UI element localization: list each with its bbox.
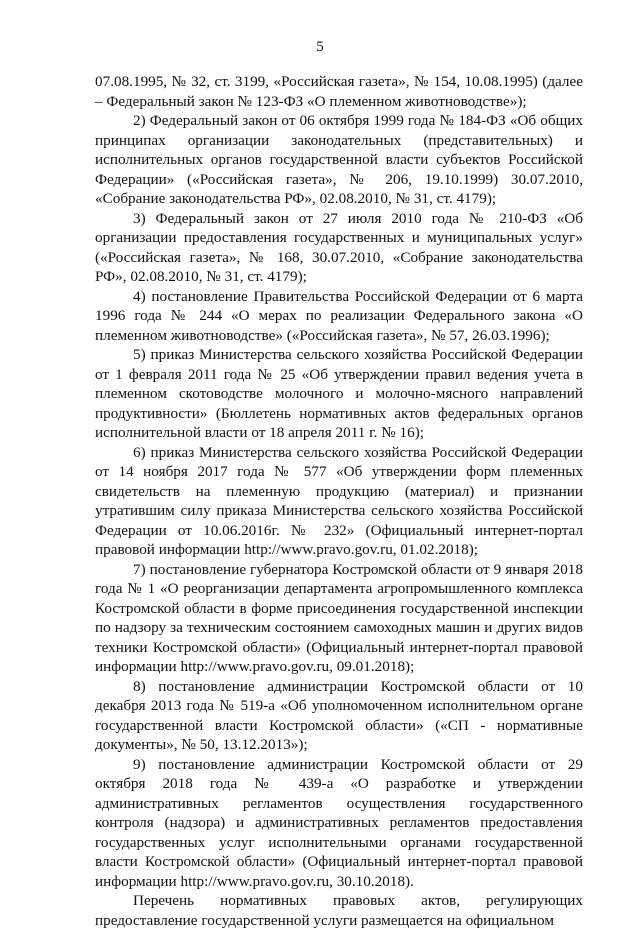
document-body <box>95 72 583 930</box>
paragraph-list-publication: Перечень нормативных правовых актов, регулирующих предоставление государственной услуги размещается на официальном <box>95 892 583 929</box>
page-number: 5 <box>316 39 324 55</box>
paragraph-item-2: 2) Федеральный закон от 06 октября 1999 года № 184-ФЗ «Об общих принципах организации законодательных (представительных) и исполнительных органов государственной власти субъектов Российской Федерации» («Российская газета», № 206, 19.10.1999) 30.07.2010, «Собрание законодательства РФ», 02.08.2010, № 31, ст. 4179); <box>95 112 583 207</box>
paragraph-item-6: 6) приказ Министерства сельского хозяйства Российской Федерации от 14 ноября 2017 года № 577 «Об утверждении форм племенных свидетельств на племенную продукцию (материал) и признании утратившим силу приказа Министерства сельского хозяйства Российской Федерации от 10.06.2016г. № 232» (Официальный интернет-портал правовой информации http://www.pravo.gov.ru, 01.02.2018); <box>95 443 583 558</box>
paragraph-federal-law-123-continuation: 07.08.1995, № 32, ст. 3199, «Российская газета», № 154, 10.08.1995) (далее – Федеральный закон № 123-ФЗ «О племенном животноводстве»); <box>95 73 583 110</box>
paragraph-item-5: 5) приказ Министерства сельского хозяйства Российской Федерации от 1 февраля 2011 года № 25 «Об утверждении правил ведения учета в племенном скотоводстве молочного и молочно-мясного направлений продуктивности» (Бюллетень нормативных актов федеральных органов исполнительной власти от 18 апреля 2011 г. № 16); <box>95 346 583 441</box>
paragraph-item-7: 7) постановление губернатора Костромской области от 9 января 2018 года № 1 «О реорганизации департамента агропромышленного комплекса Костромской области в форме присоединения государственной инспекции по надзору за техническим состоянием самоходных машин и других видов техники Костромской области» (Официальный интернет-портал правовой информации http://www.pravo.gov.ru, 09.01.2018); <box>95 560 583 675</box>
paragraph-item-4: 4) постановление Правительства Российской Федерации от 6 марта 1996 года № 244 «О мерах по реализации Федерального закона «О племенном животноводстве» («Российская газета», № 57, 26.03.1996); <box>95 287 583 344</box>
paragraph-item-3: 3) Федеральный закон от 27 июля 2010 года № 210-ФЗ «Об организации предоставления государственных и муниципальных услуг» («Российская газета», № 168, 30.07.2010, «Собрание законодательства РФ», 02.08.2010, № 31, ст. 4179); <box>95 209 583 285</box>
paragraph-item-8: 8) постановление администрации Костромской области от 10 декабря 2013 года № 519-а «Об уполномоченном исполнительном органе государственной власти Костромской области» («СП - нормативные документы», № 50, 13.12.2013»); <box>95 677 583 753</box>
paragraph-item-9: 9) постановление администрации Костромской области от 29 октября 2018 года № 439-а «О разработке и утверждении административных регламентов осуществления государственного контроля (надзора) и административных регламентов предоставления государственных услуг исполнительными органами государственной власти Костромской области» (Официальный интернет-портал правовой информации http://www.pravo.gov.ru, 30.10.2018). <box>95 755 583 890</box>
